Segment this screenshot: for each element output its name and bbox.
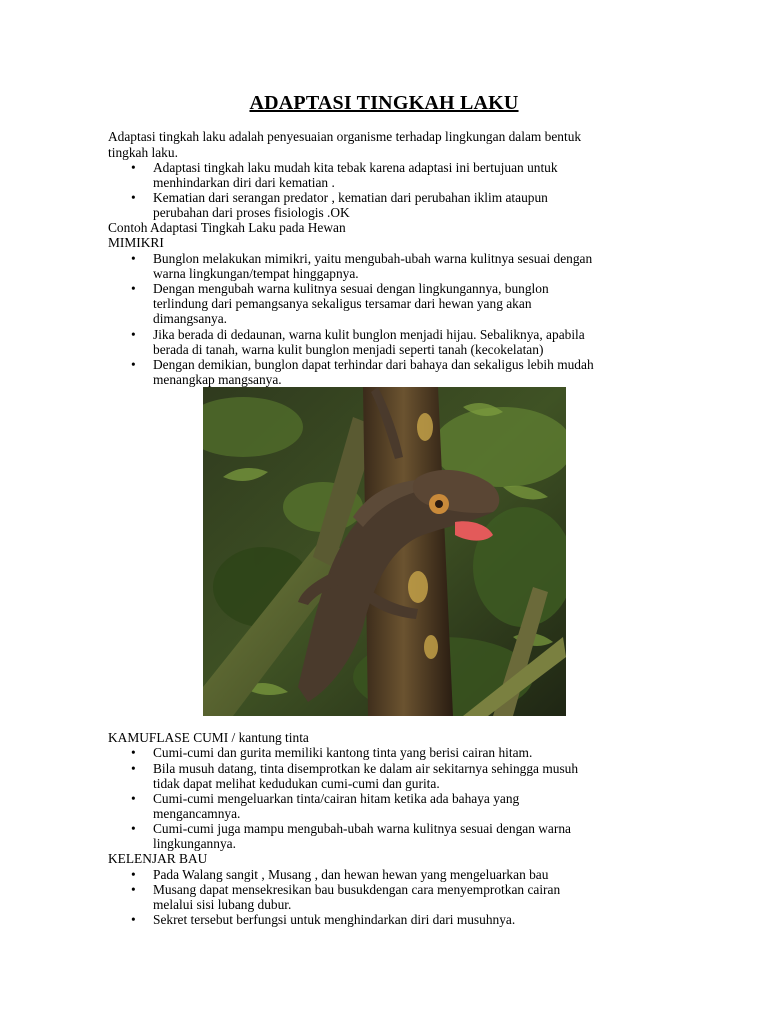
example-heading: Contoh Adaptasi Tingkah Laku pada Hewan	[108, 220, 346, 235]
bullet-marker: •	[131, 821, 136, 836]
mimikri-bullet-4-line-1: Dengan demikian, bunglon dapat terhindar dari bahaya dan sekaligus lebih mudah	[153, 357, 594, 372]
kamuflase-bullet-4-line-2: lingkungannya.	[153, 836, 236, 851]
intro-line-2: tingkah laku.	[108, 145, 178, 160]
mimikri-bullet-1-line-2: warna lingkungan/tempat hinggapnya.	[153, 266, 359, 281]
intro-bullet-2-line-1: Kematian dari serangan predator , kematian dari perubahan iklim ataupun	[153, 190, 548, 205]
bullet-marker: •	[131, 190, 136, 205]
mimikri-bullet-3-line-2: berada di tanah, warna kulit bunglon menjadi seperti tanah (kecokelatan)	[153, 342, 544, 357]
bullet-marker: •	[131, 912, 136, 927]
bullet-marker: •	[131, 327, 136, 342]
kamuflase-heading: KAMUFLASE CUMI / kantung tinta	[108, 730, 309, 745]
bullet-marker: •	[131, 745, 136, 760]
kamuflase-bullet-4-line-1: Cumi-cumi juga mampu mengubah-ubah warna kulitnya sesuai dengan warna	[153, 821, 571, 836]
mimikri-bullet-4-line-2: menangkap mangsanya.	[153, 372, 282, 387]
bullet-marker: •	[131, 791, 136, 806]
bullet-marker: •	[131, 357, 136, 372]
bullet-marker: •	[131, 251, 136, 266]
bullet-marker: •	[131, 160, 136, 175]
kamuflase-bullet-3-line-1: Cumi-cumi mengeluarkan tinta/cairan hitam ketika ada bahaya yang	[153, 791, 520, 806]
mimikri-bullet-2-line-1: Dengan mengubah warna kulitnya sesuai dengan lingkungannya, bunglon	[153, 281, 549, 296]
kamuflase-bullet-3-line-2: mengancamnya.	[153, 806, 241, 821]
mimikri-heading: MIMIKRI	[108, 235, 164, 250]
bullet-marker: •	[131, 882, 136, 897]
page-title: ADAPTASI TINGKAH LAKU	[249, 92, 519, 114]
kelenjar-heading: KELENJAR BAU	[108, 851, 208, 866]
bullet-marker: •	[131, 867, 136, 882]
kamuflase-bullet-1-line-1: Cumi-cumi dan gurita memiliki kantong tinta yang berisi cairan hitam.	[153, 745, 533, 760]
intro-bullet-1-line-2: menhindarkan diri dari kematian .	[153, 175, 335, 190]
kamuflase-bullet-2-line-1: Bila musuh datang, tinta disemprotkan ke dalam air sekitarnya sehingga musuh	[153, 761, 579, 776]
gecko-photo	[203, 387, 566, 716]
kelenjar-bullet-2-line-2: melalui sisi lubang dubur.	[153, 897, 292, 912]
bullet-marker: •	[131, 281, 136, 296]
kelenjar-bullet-3-line-1: Sekret tersebut berfungsi untuk menghindarkan diri dari musuhnya.	[153, 912, 516, 927]
bullet-marker: •	[131, 761, 136, 776]
intro-bullet-1-line-1: Adaptasi tingkah laku mudah kita tebak karena adaptasi ini bertujuan untuk	[153, 160, 558, 175]
mimikri-bullet-3-line-1: Jika berada di dedaunan, warna kulit bunglon menjadi hijau. Sebaliknya, apabila	[153, 327, 585, 342]
kelenjar-bullet-2-line-1: Musang dapat mensekresikan bau busukdengan cara menyemprotkan cairan	[153, 882, 561, 897]
intro-line-1: Adaptasi tingkah laku adalah penyesuaian organisme terhadap lingkungan dalam bentuk	[108, 129, 582, 144]
mimikri-bullet-2-line-3: dimangsanya.	[153, 311, 228, 326]
kamuflase-bullet-2-line-2: tidak dapat melihat kedudukan cumi-cumi dan gurita.	[153, 776, 440, 791]
kelenjar-bullet-1-line-1: Pada Walang sangit , Musang , dan hewan hewan yang mengeluarkan bau	[153, 867, 549, 882]
intro-bullet-2-line-2: perubahan dari proses fisiologis .OK	[153, 205, 350, 220]
mimikri-bullet-1-line-1: Bunglon melakukan mimikri, yaitu mengubah-ubah warna kulitnya sesuai dengan	[153, 251, 593, 266]
mimikri-bullet-2-line-2: terlindung dari pemangsanya sekaligus tersamar dari hewan yang akan	[153, 296, 532, 311]
